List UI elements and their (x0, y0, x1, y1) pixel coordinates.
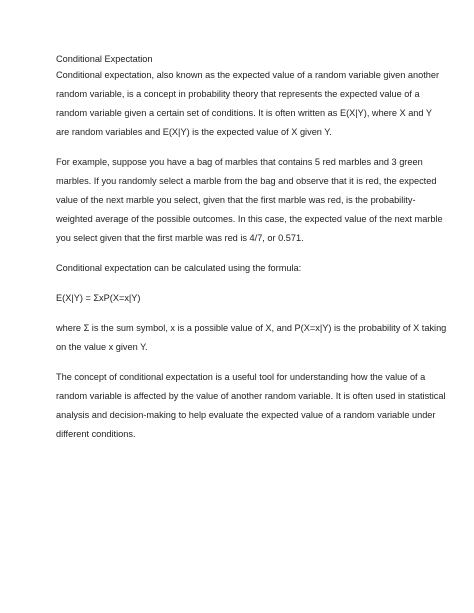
paragraph-line: Conditional expectation can be calculated using the formula: (56, 263, 302, 273)
paragraph-line: Conditional expectation, also known as the expected value of a random variable given another (56, 70, 440, 80)
paragraph-gap (56, 308, 421, 319)
paragraph-conclusion (56, 368, 446, 444)
paragraph-gap (56, 357, 421, 368)
paragraph-gap (56, 248, 421, 259)
paragraph-line: you select given that the first marble was red is 4/7, or 0.571. (56, 233, 304, 243)
paragraph-line: For example, suppose you have a bag of marbles that contains 5 red marbles and 3 green (56, 157, 423, 167)
paragraph-line: value of the next marble you select, given that the first marble was red, is the probability- (56, 195, 416, 205)
paragraph-line: weighted average of the possible outcomes. In this case, the expected value of the next marble (56, 214, 443, 224)
paragraph-line: analysis and decision-making to help evaluate the expected value of a random variable under (56, 410, 436, 420)
paragraph-line: on the value x given Y. (56, 342, 148, 352)
paragraph-line: different conditions. (56, 429, 136, 439)
paragraph-line: random variable given a certain set of conditions. It is often written as E(X|Y), where X and Y (56, 108, 433, 118)
paragraph-line: random variable is affected by the value of another random variable. It is often used in statistical (56, 391, 446, 401)
paragraph-formula (56, 289, 421, 308)
document-body (56, 52, 447, 444)
paragraph-gap (56, 142, 421, 153)
paragraph-line: marbles. If you randomly select a marble from the bag and observe that it is red, the expected (56, 176, 437, 186)
paragraph-definition (56, 66, 440, 142)
paragraph-line: where Σ is the sum symbol, x is a possible value of X, and P(X=x|Y) is the probability of X taking (56, 323, 447, 333)
formula-line: E(X|Y) = ΣxP(X=x|Y) (56, 293, 141, 303)
paragraph-formula-explanation (56, 319, 447, 357)
paragraph-line: are random variables and E(X|Y) is the expected value of X given Y. (56, 127, 332, 137)
paragraph-example (56, 153, 443, 248)
paragraph-line: random variable, is a concept in probability theory that represents the expected value of a (56, 89, 420, 99)
document-title: Conditional Expectation (56, 54, 153, 64)
paragraph-formula-intro (56, 259, 421, 278)
paragraph-gap (56, 278, 421, 289)
paragraph-line: The concept of conditional expectation is a useful tool for understanding how the value of a (56, 372, 426, 382)
